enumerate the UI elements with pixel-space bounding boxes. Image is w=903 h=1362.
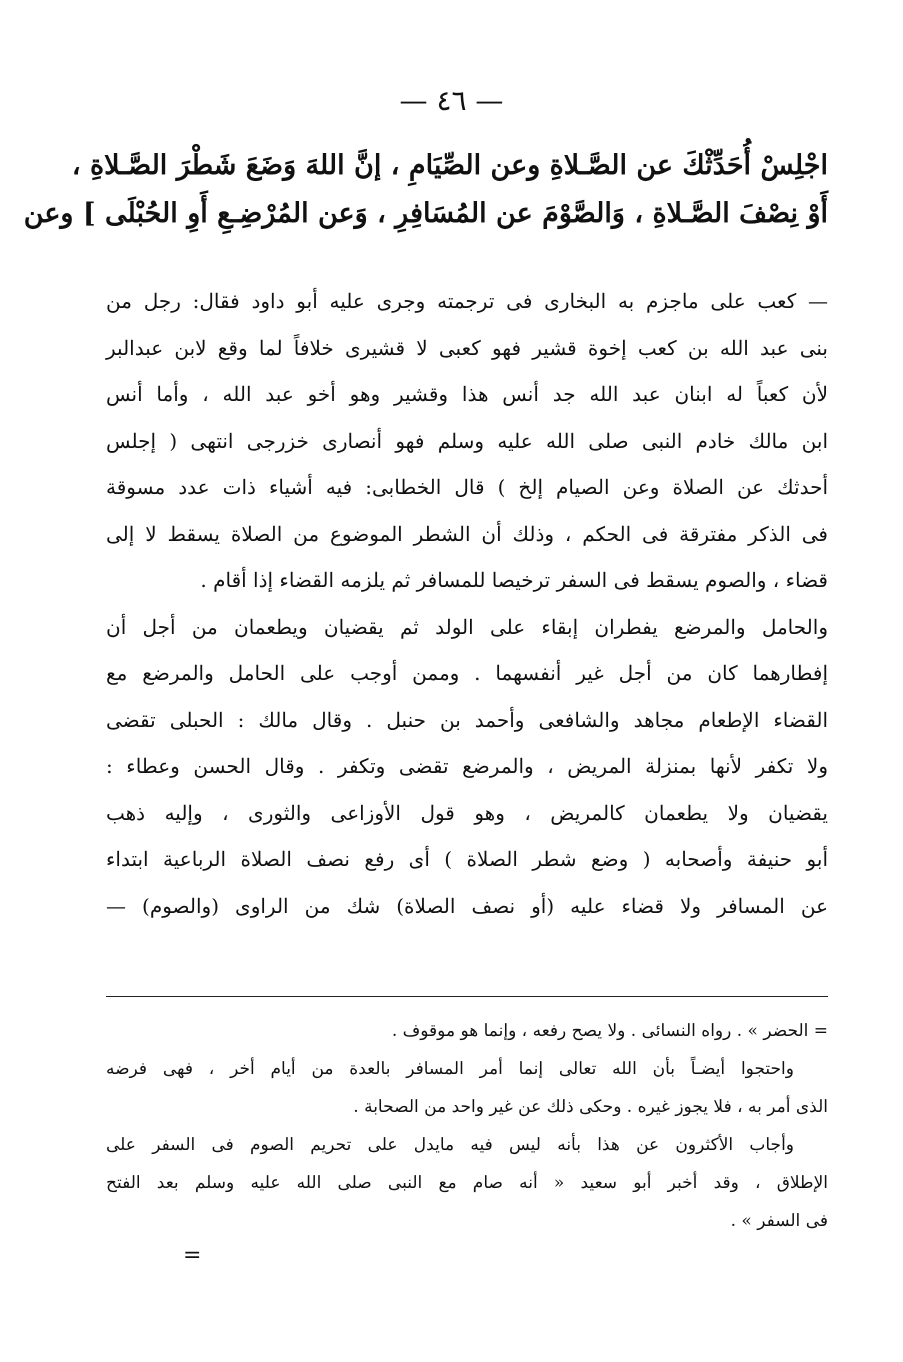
footnote-separator [106,996,828,997]
page-number: — ٤٦ — [399,84,504,117]
footnote-line: وأجاب الأكثرون عن هذا بأنه ليس فيه مايدل على تحريم الصوم فى السفر على [106,1135,794,1155]
commentary-line: قضاء ، والصوم يسقط فى السفر ترخيصا للمسافر ثم يلزمه القضاء إذا أقام . [200,568,828,592]
footnote-line: الذى أمر به ، فلا يجوز غيره . وحكى ذلك عن غير واحد من الصحابة . [353,1097,828,1117]
commentary-line: — كعب على ماجزم به البخارى فى ترجمته وجرى عليه أبو داود فقال: رجل من [106,289,828,313]
commentary-line: والحامل والمرضع يفطران إبقاء على الولد ثم يقضيان ويطعمان من أجل أن [106,614,828,639]
footnote-line: = الحضر » . رواه النسائى . ولا يصح رفعه ، وإنما هو موقوف . [391,1021,828,1041]
hadith-text [23,142,828,238]
hadith-line: اجْلِسْ أُحَدِّثْكَ عن الصَّـلاةِ وعن الصِّيَامِ ، إنَّ اللهَ وَضَعَ شَطْرَ الصَّـلاةِ ، [71,150,828,181]
commentary-line: ابن مالك خادم النبى صلى الله عليه وسلم فهو أنصارى خزرجى انتهى ( إجلس [106,428,828,453]
commentary-line: عن المسافر ولا قضاء عليه (أو نصف الصلاة) شك من الراوى (والصوم) — [106,893,828,918]
commentary-line: إفطارهما كان من أجل غير أنفسهما . وممن أوجب على الحامل والمرضع مع [106,661,828,685]
commentary-line: أحدثك عن الصلاة وعن الصيام إلخ ) قال الخطابى: فيه أشياء ذات عدد مسوقة [106,475,828,499]
commentary-line: أبو حنيفة وأصحابه ( وضع شطر الصلاة ) أى رفع نصف الصلاة الرباعية ابتداء [106,847,828,871]
commentary-line: القضاء الإطعام مجاهد والشافعى وأحمد بن حنبل . وقال مالك : الحبلى تقضى [106,707,828,732]
footnote-line: فى السفر » . [730,1211,828,1231]
commentary-line: فى الذكر مفترقة فى الحكم ، وذلك أن الشطر الموضوع من الصلاة يسقط لا إلى [106,521,828,546]
commentary-line: ولا تكفر لأنها بمنزلة المريض ، والمرضع تقضى وتكفر . وقال الحسن وعطاء : [106,754,828,778]
footnote-text [106,1012,828,1240]
footnote-line: الإطلاق ، وقد أخبر أبو سعيد « أنه صام مع النبى صلى الله عليه وسلم بعد الفتح [106,1173,828,1193]
footnote-line: واحتجوا أيضـاً بأن الله تعالى إنما أمر المسافر بالعدة من أيام أخر ، فهى فرضه [106,1059,794,1079]
commentary-text [106,278,828,929]
commentary-line: لأن كعباً له ابنان عبد الله جد أنس هذا وقشير وهو أخو عبد الله ، وأما أنس [106,382,828,406]
commentary-line: يقضيان ولا يطعمان كالمريض ، وهو قول الأوزاعى والثورى ، وإليه ذهب [106,800,828,825]
continuation-mark: = [183,1243,202,1268]
commentary-line: بنى عبد الله بن كعب إخوة قشير فهو كعبى لا قشيرى خلافاً لما وقع لابن عبدالبر [106,335,828,360]
hadith-line: أَوْ نِصْفَ الصَّـلاةِ ، وَالصَّوْمَ عن المُسَافِرِ ، وَعن المُرْضِـعِ أَوِ الحُبْلَى ] وعن [23,198,828,229]
